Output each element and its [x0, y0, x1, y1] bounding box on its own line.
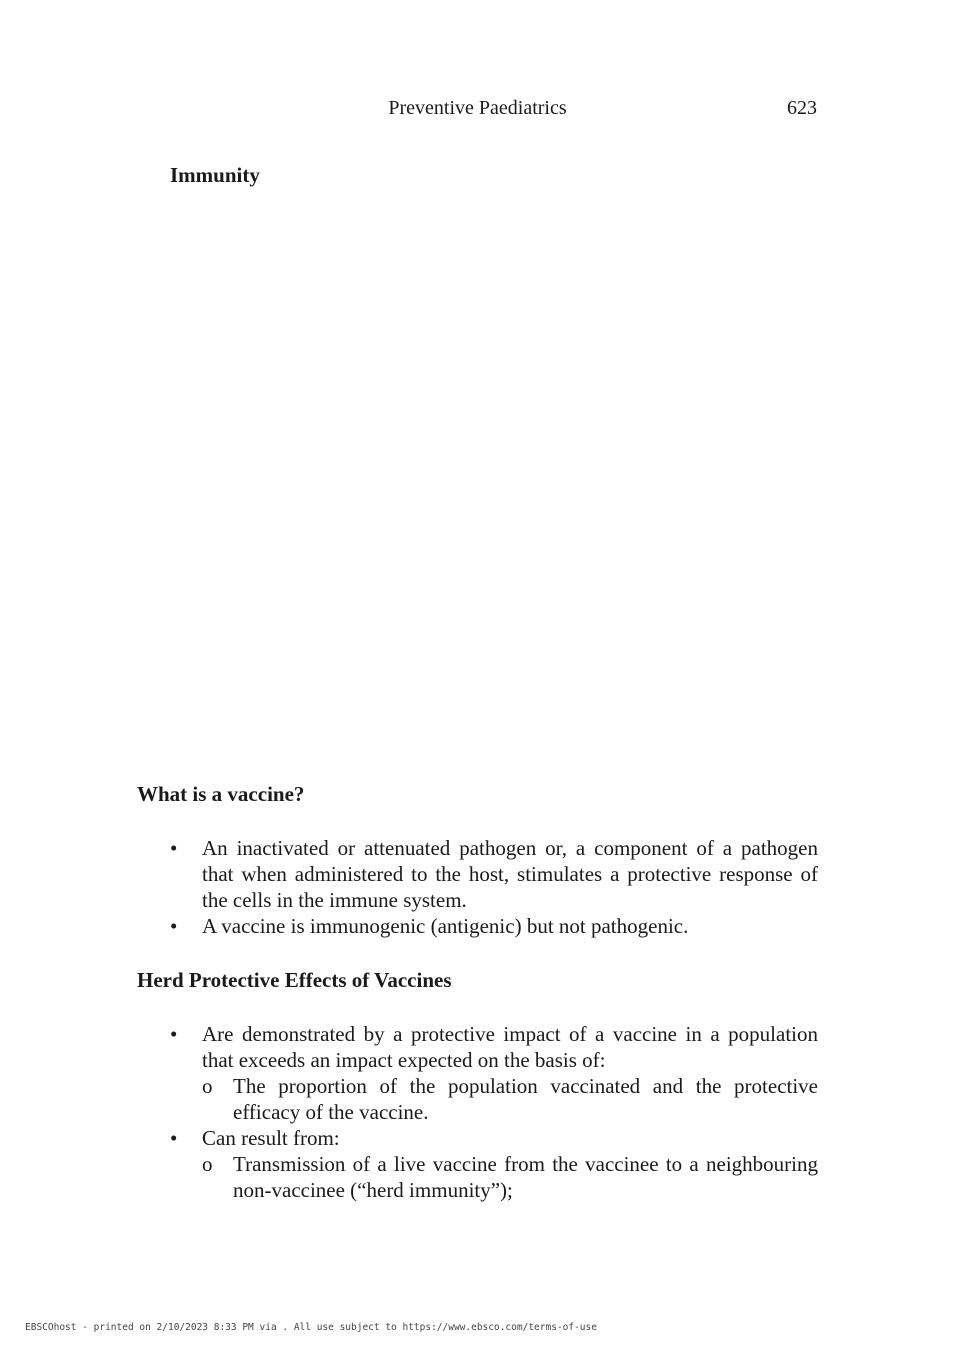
herd-effects-list: [137, 1021, 818, 1203]
bullet-icon: •: [170, 914, 178, 938]
list-item: [137, 835, 818, 913]
vaccine-definition-list: [137, 835, 818, 939]
bullet-icon: •: [170, 1022, 178, 1046]
list-item-text: A vaccine is immunogenic (antigenic) but not pathogenic.: [202, 914, 689, 938]
section-heading-immunity: Immunity: [170, 163, 260, 187]
list-item-text: Are demonstrated by a protective impact of a vaccine in a population that exceeds an impact expected on the basis of:: [202, 1022, 818, 1072]
list-item: [137, 913, 818, 939]
bullet-icon: •: [170, 1126, 178, 1150]
running-title: Preventive Paediatrics: [388, 97, 567, 119]
print-footer: EBSCOhost - printed on 2/10/2023 8:33 PM via . All use subject to https://www.ebsco.com/terms-of-use: [25, 1322, 597, 1333]
section-heading-what-is-a-vaccine: What is a vaccine?: [137, 782, 305, 806]
list-item-text: An inactivated or attenuated pathogen or, a component of a pathogen that when administered to the host, stimulates a protective response of the cells in the immune system.: [202, 836, 818, 912]
sub-list-item: [202, 1151, 818, 1203]
hollow-bullet-icon: o: [202, 1074, 213, 1098]
sub-list: [202, 1151, 818, 1203]
section-heading-herd-protective-effects: Herd Protective Effects of Vaccines: [137, 968, 452, 992]
page-number: 623: [787, 97, 817, 119]
sub-list-item-text: Transmission of a live vaccine from the vaccinee to a neighbouring non-vaccinee (“herd immunity”);: [233, 1152, 818, 1202]
hollow-bullet-icon: o: [202, 1152, 213, 1176]
sub-list-item-text: The proportion of the population vaccinated and the protective efficacy of the vaccine.: [233, 1074, 818, 1124]
sub-list-item: [202, 1073, 818, 1125]
sub-list: [202, 1073, 818, 1125]
bullet-icon: •: [170, 836, 178, 860]
list-item-text: Can result from:: [202, 1126, 340, 1150]
list-item: [137, 1021, 818, 1125]
list-item: [137, 1125, 818, 1203]
